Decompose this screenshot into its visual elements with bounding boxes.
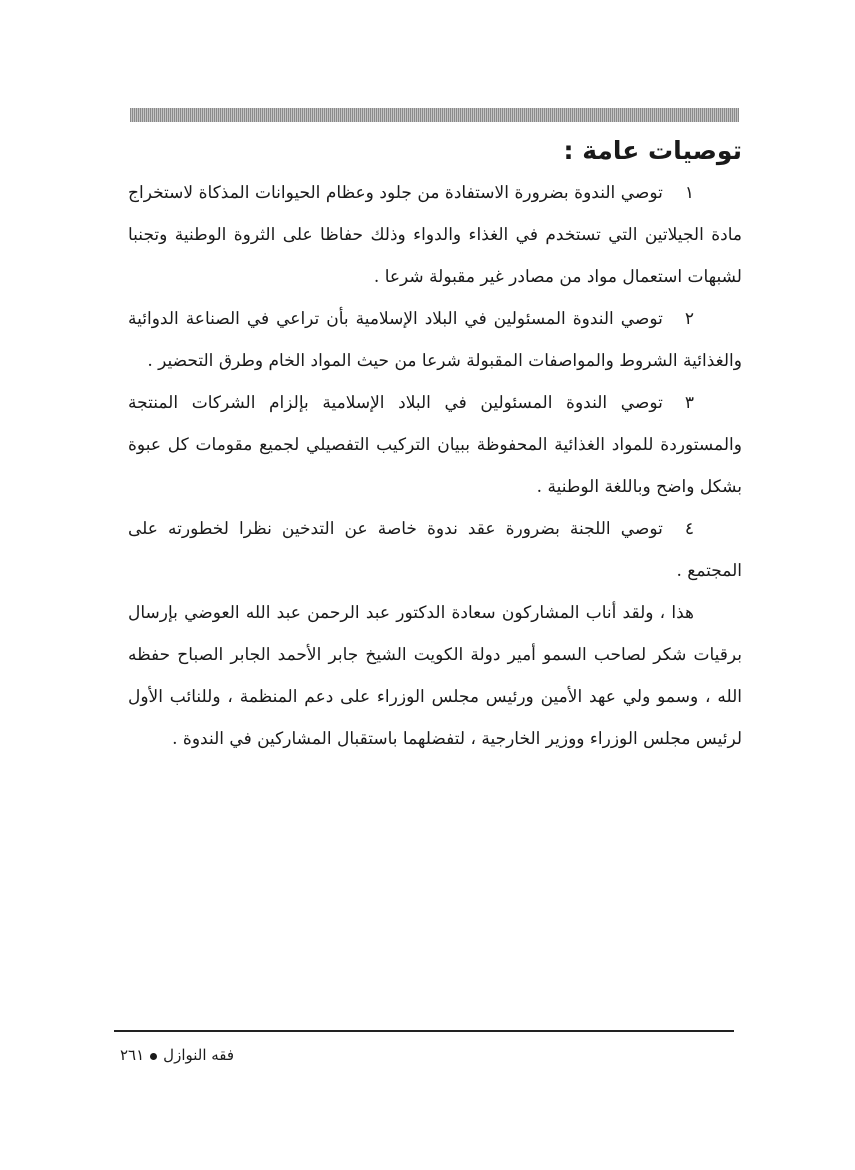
- closing-text: هذا ، ولقد أناب المشاركون سعادة الدكتور عبد الرحمن عبد الله العوضي بإرسال برقيات شكر لصاحب السمو أمير دولة الكويت الشيخ جابر الأحمد الجابر الصباح حفظه الله ، وسمو ولي عهد الأمين ورئيس مجلس الوزراء على دعم المنظمة ، وللنائب الأول لرئيس مجلس الوزراء ووزير الخارجية ، لتفضلهما باستقبال المشاركين في الندوة .: [128, 603, 742, 749]
- book-title: فقه النوازل: [163, 1046, 235, 1064]
- page-number: ٢٦١: [120, 1046, 145, 1064]
- recommendation-number: ٤: [684, 519, 694, 539]
- recommendation-text: توصي الندوة المسئولين في البلاد الإسلامية بإلزام الشركات المنتجة والمستوردة للمواد الغذائية المحفوظة ببيان التركيب التفصيلي لجميع مقومات كل عبوة بشكل واضح وباللغة الوطنية .: [128, 393, 742, 497]
- section-heading: توصيات عامة :: [563, 136, 742, 165]
- recommendation-number: ١: [684, 183, 694, 203]
- recommendations-section: [128, 130, 742, 760]
- recommendation-item-3: [128, 382, 742, 508]
- bullet-icon: [150, 1053, 157, 1060]
- recommendation-item-4: [128, 508, 742, 592]
- footer-divider: [114, 1030, 734, 1032]
- recommendation-text: توصي الندوة بضرورة الاستفادة من جلود وعظام الحيوانات المذكاة لاستخراج مادة الجيلاتين التي تستخدم في الغذاء والدواء وذلك حفاظا على الثروة الوطنية وتجنبا لشبهات استعمال مواد من مصادر غير مقبولة شرعا .: [128, 183, 742, 287]
- recommendation-item-2: [128, 298, 742, 382]
- recommendation-number: ٢: [684, 309, 694, 329]
- closing-paragraph: [128, 592, 742, 760]
- page-footer: [120, 1045, 234, 1065]
- recommendation-text: توصي اللجنة بضرورة عقد ندوة خاصة عن التدخين نظرا لخطورته على المجتمع .: [128, 519, 742, 581]
- recommendation-item-1: [128, 172, 742, 298]
- recommendation-number: ٣: [684, 393, 694, 413]
- recommendation-text: توصي الندوة المسئولين في البلاد الإسلامية بأن تراعي في الصناعة الدوائية والغذائية الشروط والمواصفات المقبولة شرعا من حيث المواد الخام وطرق التحضير .: [128, 309, 742, 371]
- header-decorative-band: [130, 108, 739, 122]
